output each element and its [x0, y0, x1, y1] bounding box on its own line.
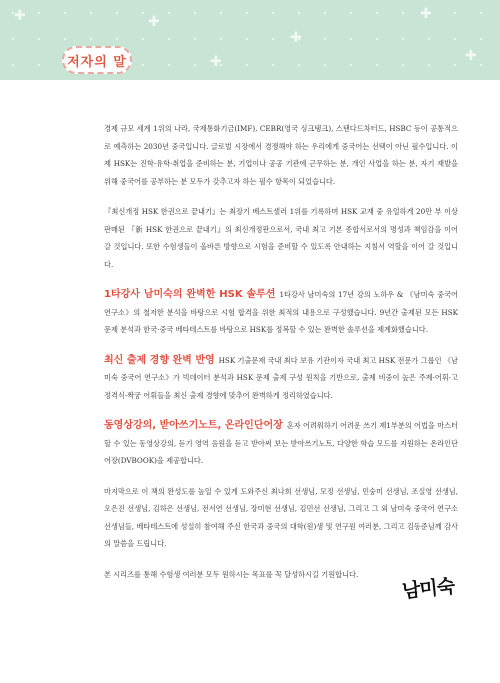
- plus-decoration-icon: ✚: [420, 6, 432, 22]
- plus-decoration-icon: ✚: [14, 8, 26, 24]
- plus-decoration-icon: ✚: [148, 14, 160, 30]
- author-signature: 남미숙: [401, 575, 456, 603]
- section-heading-resources: 동영상강의, 받아쓰기노트, 온라인단어장: [104, 420, 283, 431]
- page-title-badge: [62, 46, 132, 74]
- paragraph-intro: 경제 규모 세계 1위의 나라, 국제통화기금(IMF), CEBR(영국 싱크탱크), 스탠다드차터드, HSBC 등이 공통적으로 예측하는 2030년 중국입니다. 글로벌 시장에서 경쟁해야 하는 우리에게 중국어는 선택이 아닌 필수입니다. 이제 HSK는 진학·유학·취업을 준비하는 분, 기업이나 공공 기관에 근무하는 분, 개인 사업을 하는 분, 자기 재발을 위해 중국어를 공부하는 분 모두가 갖추고자 하는 필수 항목이 되었습니다.: [104, 124, 458, 186]
- paragraph-trend-text: HSK 기출문제 국내 최다 보유 기관이자 국내 최고 HSK 전문가 그룹인 《남미숙 중국어 연구소》가 빅데이터 분석과 HSK 문제 출제 구성 원칙을 기반으로, 출제 비중이 높은 주제·어휘·고정격식·짝궁 어휘들을 최신 출제 경향에 맞추어 완벽하게 정리하였습니다.: [104, 355, 458, 400]
- paragraph-solution-text: 1타강사 남미숙의 17년 강의 노하우 & 《남미숙 중국어 연구소》의 철저한 분석을 바탕으로 시험 합격을 위한 최적의 내용으로 구성했습니다. 9년간 출제된 모든 HSK 문제 분석과 한국·중국 베타테스트를 바탕으로 HSK를 정복할 수 있는 완벽한 솔루션을 제계화했습니다.: [104, 290, 458, 334]
- page-title: 저자의 말: [67, 54, 127, 70]
- paragraph-solution: [104, 286, 458, 339]
- paragraph-closing: 본 시리즈를 통해 수험생 여러분 모두 원하시는 목표를 꼭 달성하시길 기원합니다.: [104, 569, 359, 579]
- preface-body: [104, 120, 458, 596]
- plus-decoration-icon: ✚: [465, 48, 477, 64]
- paragraph-resources-text: 혼자 어려워하기 어려운 쓰기 제1부분의 어법을 마스터할 수 있는 동영상강의, 듣기 영역 음원을 듣고 받아써 보는 받아쓰기노트, 다양한 학습 모드를 지원하는 온라인단어장(DVBOOK)을 제공합니다.: [104, 421, 458, 465]
- paragraph-thanks: 마지막으로 이 책의 완성도를 높일 수 있게 도와주신 최나희 선생님, 모정 선생님, 민숭미 선생님, 조실영 선생님, 오은진 선생님, 김하은 선생님, 전서연 선생님, 장미현 선생님, 김민선 선생님, 그리고 그 외 남미숙 중국어 연구소 선생님들, 베타테스트에 성실히 참여해 주신 한국과 중국의 대학(원)생 및 연구원 여러분, 그리고 김동준님께 감사의 말씀을 드립니다.: [104, 486, 458, 548]
- plus-decoration-icon: ✚: [290, 30, 302, 46]
- plus-decoration-icon: ✚: [210, 54, 222, 70]
- paragraph-resources: [104, 417, 458, 470]
- paragraph-book-intro: 『최신개정 HSK 한권으로 끝내기』는 최장기 베스트셀러 1위를 기록하며 HSK 교재 중 유일하게 20만 부 이상 판매된 『新 HSK 한권으로 끝내기』의 최신개정판으로서, 국내 최고 기본 종합서로서의 명성과 책임감을 이어 갈 것입니다. 또한 수험생들이 올바른 방향으로 시험을 준비할 수 있도록 안내하는 지침서 역할을 이어 갈 것입니다.: [104, 207, 458, 269]
- paragraph-trend: [104, 352, 458, 405]
- section-heading-solution: 1타강사 남미숙의 완벽한 HSK 솔루션: [104, 289, 276, 300]
- section-heading-trend: 최신 출제 경향 완벽 반영: [104, 354, 215, 366]
